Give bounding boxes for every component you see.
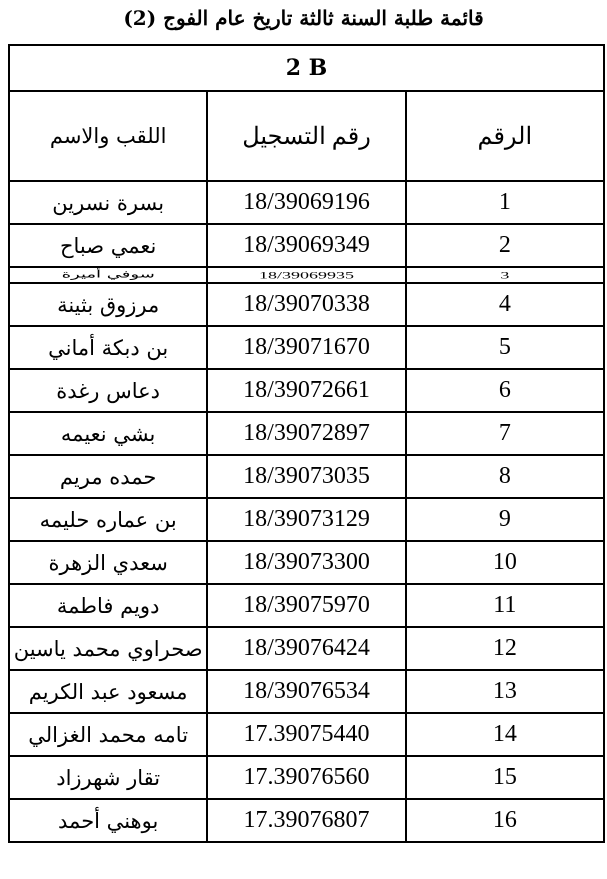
student-name: بسرة نسرين <box>9 181 207 224</box>
row-number: 8 <box>406 455 604 498</box>
table-row <box>9 627 604 670</box>
row-number: 16 <box>406 799 604 842</box>
row-number: 12 <box>406 627 604 670</box>
table-row <box>9 498 604 541</box>
registration-number: 18/39072897 <box>207 412 405 455</box>
table-row <box>9 412 604 455</box>
row-number: 15 <box>406 756 604 799</box>
registration-number: 18/39076424 <box>207 627 405 670</box>
registration-number: 18/39069935 <box>207 267 405 283</box>
row-number: 3 <box>406 267 604 283</box>
registration-number: 18/39070338 <box>207 283 405 326</box>
registration-number: 17.39076560 <box>207 756 405 799</box>
header-row <box>9 91 604 181</box>
student-name: مسعود عبد الكريم <box>9 670 207 713</box>
student-name: مرزوق بثينة <box>9 283 207 326</box>
registration-number: 17.39075440 <box>207 713 405 756</box>
registration-number: 18/39069196 <box>207 181 405 224</box>
row-number: 6 <box>406 369 604 412</box>
group-label: 2 B <box>9 45 604 91</box>
registration-number: 18/39073300 <box>207 541 405 584</box>
table-row <box>9 713 604 756</box>
row-number: 10 <box>406 541 604 584</box>
row-number: 14 <box>406 713 604 756</box>
student-name: بن عماره حليمه <box>9 498 207 541</box>
registration-number: 18/39075970 <box>207 584 405 627</box>
table-row <box>9 584 604 627</box>
table-row <box>9 326 604 369</box>
student-name: سوفي أميرة <box>9 267 207 283</box>
registration-number: 18/39073129 <box>207 498 405 541</box>
registration-number: 17.39076807 <box>207 799 405 842</box>
registration-number: 18/39073035 <box>207 455 405 498</box>
header-number: الرقم <box>406 91 604 181</box>
table-row <box>9 670 604 713</box>
student-name: تامه محمد الغزالي <box>9 713 207 756</box>
student-name: دويم فاطمة <box>9 584 207 627</box>
table-row <box>9 283 604 326</box>
student-name: دعاس رغدة <box>9 369 207 412</box>
table-row <box>9 267 604 283</box>
row-number: 7 <box>406 412 604 455</box>
row-number: 5 <box>406 326 604 369</box>
row-number: 13 <box>406 670 604 713</box>
student-name: صحراوي محمد ياسين <box>9 627 207 670</box>
registration-number: 18/39069349 <box>207 224 405 267</box>
student-roster-table <box>8 44 605 843</box>
table-row <box>9 181 604 224</box>
student-name: بشي نعيمه <box>9 412 207 455</box>
student-name: بوهني أحمد <box>9 799 207 842</box>
document-title: قائمة طلبة السنة ثالثة تاريخ عام الفوج (2) <box>123 6 484 30</box>
row-number: 4 <box>406 283 604 326</box>
student-name: بن دبكة أماني <box>9 326 207 369</box>
group-row <box>9 45 604 91</box>
registration-number: 18/39072661 <box>207 369 405 412</box>
table-row <box>9 541 604 584</box>
table-row <box>9 799 604 842</box>
table-row <box>9 455 604 498</box>
table-row <box>9 756 604 799</box>
table-row <box>9 369 604 412</box>
row-number: 9 <box>406 498 604 541</box>
student-name: حمده مريم <box>9 455 207 498</box>
row-number: 2 <box>406 224 604 267</box>
registration-number: 18/39076534 <box>207 670 405 713</box>
table-row <box>9 224 604 267</box>
row-number: 1 <box>406 181 604 224</box>
registration-number: 18/39071670 <box>207 326 405 369</box>
student-name: تقار شهرزاد <box>9 756 207 799</box>
student-name: سعدي الزهرة <box>9 541 207 584</box>
header-registration: رقم التسجيل <box>207 91 405 181</box>
row-number: 11 <box>406 584 604 627</box>
student-name: نعمي صباح <box>9 224 207 267</box>
header-name: اللقب والاسم <box>9 91 207 181</box>
